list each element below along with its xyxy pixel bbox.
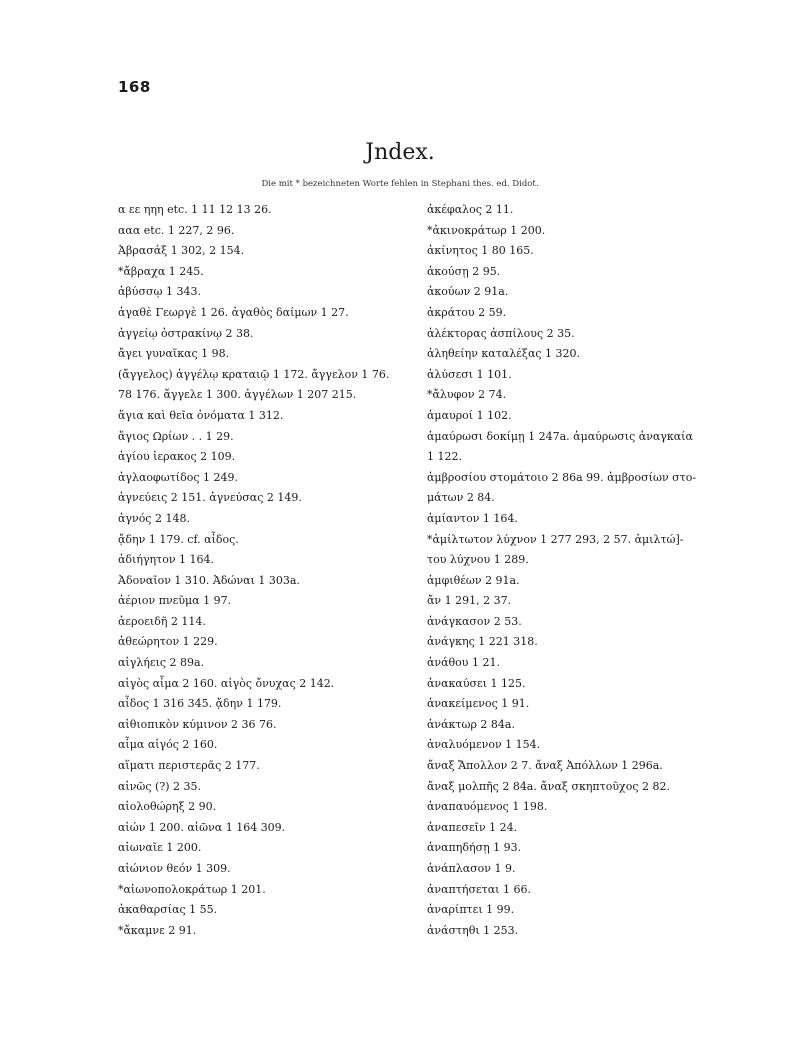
index-entry: ἀεροειδῆ 2 114. <box>118 614 206 628</box>
index-entry: ἀλέκτορας ἀσπίλους 2 35. <box>427 326 575 340</box>
index-entry: ἀκαθαρσίας 1 55. <box>118 903 218 917</box>
index-entry: *ἀκινοκράτωρ 1 200. <box>427 223 546 237</box>
index-entry: ἄν 1 291, 2 37. <box>427 594 512 608</box>
page-number: 168 <box>118 78 151 96</box>
index-entry: ἀναπτήσεται 1 66. <box>427 882 531 896</box>
index-entry: ἀγνεύεις 2 151. ἀγνεύσας 2 149. <box>118 491 302 505</box>
index-column-right <box>427 200 727 941</box>
index-entry: ἀμίαντον 1 164. <box>427 511 518 525</box>
index-entry: ἀμφιθέων 2 91a. <box>427 573 520 587</box>
index-entry: ἀγαθὲ Γεωργὲ 1 26. ἀγαθὸς δαίμων 1 27. <box>118 305 349 319</box>
index-entry: ἄναξ μολπῆς 2 84a. ἄναξ σκηπτοῦχος 2 82. <box>427 779 670 793</box>
index-entry: (ἄγγελος) ἀγγέλῳ κραταιῷ 1 172. ἄγγελον 1 76. <box>118 367 390 381</box>
index-entry: ἁγνός 2 148. <box>118 511 190 525</box>
index-entry: ἀμαύρωσι δοκίμῃ 1 247a. ἀμαύρωσις ἀναγκαία <box>427 429 693 443</box>
page-subtitle: Die mit * bezeichneten Worte fehlen in Stephani thes. ed. Didot. <box>261 179 539 189</box>
index-entry: ἀναπηδήσῃ 1 93. <box>427 841 522 855</box>
index-entry: 78 176. ἄγγελε 1 300. ἀγγέλων 1 207 215. <box>118 388 357 402</box>
index-entry: αἰγὸς αἷμα 2 160. αἰγὸς ὄνυχας 2 142. <box>118 676 335 690</box>
index-entry: ἀμαυροί 1 102. <box>427 408 512 422</box>
index-entry: ἀγγείῳ ὀστρακίνῳ 2 38. <box>118 326 254 340</box>
index-entry: ἀναπαυόμενος 1 198. <box>427 800 548 814</box>
index-entry: ἀναπεσεῖν 1 24. <box>427 820 518 834</box>
index-entry: αἶδος 1 316 345. ᾄδην 1 179. <box>118 697 282 711</box>
index-entry: ἀνάκτωρ 2 84a. <box>427 717 515 731</box>
index-entry: ἀνάπλασον 1 9. <box>427 862 516 875</box>
index-entry: *ἄκαμνε 2 91. <box>118 923 197 937</box>
index-entry: ἁγίου ἱερακος 2 109. <box>118 450 236 464</box>
index-entry: αἰωναῖε 1 200. <box>118 841 202 855</box>
index-entry: ἀληθείην καταλέξας 1 320. <box>427 347 581 361</box>
index-entry: ἀκούων 2 91a. <box>427 285 509 299</box>
index-entry: ἀνακαύσει 1 125. <box>427 676 526 690</box>
index-entry: Ἀδοναῖον 1 310. Ἀδώναι 1 303a. <box>118 573 300 587</box>
index-entry: αἰολοθώρηξ 2 90. <box>118 800 217 814</box>
index-entry: μάτων 2 84. <box>427 491 495 505</box>
index-entry: ἀκέφαλος 2 11. <box>427 203 514 216</box>
index-entry: ἀέριον πνεῦμα 1 97. <box>118 594 232 608</box>
index-entry: *ἄβραχα 1 245. <box>118 264 204 278</box>
index-entry: ααα etc. 1 227, 2 96. <box>118 223 235 237</box>
index-entry: αἷμα αἰγός 2 160. <box>118 738 218 752</box>
index-entry: Ἀβρασάξ 1 302, 2 154. <box>118 244 245 258</box>
index-entry: αἰγλήεις 2 89a. <box>118 656 205 670</box>
index-entry: ᾄδην 1 179. cf. αἶδος. <box>118 532 239 546</box>
page-title: Jndex. <box>365 140 435 165</box>
index-entry: ἅγιος Ωρίων . . 1 29. <box>118 429 234 443</box>
index-entry: ἀκούσῃ 2 95. <box>427 264 501 278</box>
index-entry: ἀναρίπτει 1 99. <box>427 903 515 917</box>
index-entry: ἀδιήγητον 1 164. <box>118 553 214 567</box>
index-entry: ἀκράτου 2 59. <box>427 305 507 319</box>
index-entry: ἀνάθου 1 21. <box>427 656 500 670</box>
index-entry: ἀναλυόμενον 1 154. <box>427 738 541 752</box>
index-entry: αἵματι περιστερᾶς 2 177. <box>118 759 260 773</box>
index-entry: αἰώνιον θεόν 1 309. <box>118 862 231 875</box>
index-entry: *ἄλυφον 2 74. <box>427 388 507 402</box>
index-entry: *ἀμίλτωτον λύχνον 1 277 293, 2 57. ἀμιλτώ]- <box>427 532 684 546</box>
index-entry: ἀγλαοφωτίδος 1 249. <box>118 470 238 484</box>
index-entry: ἀνάγκασον 2 53. <box>427 614 522 628</box>
index-entry: ἀνάγκης 1 221 318. <box>427 635 538 649</box>
index-entry: αἰών 1 200. αἰῶνα 1 164 309. <box>118 820 286 834</box>
index-entry: 1 122. <box>427 450 462 464</box>
index-entry: αἰνῶς (?) 2 35. <box>118 779 202 793</box>
index-entry: ἀθεώρητον 1 229. <box>118 635 218 649</box>
index-entry: ἄγει γυναῖκας 1 98. <box>118 347 230 361</box>
index-entry: *αἰωνοπολοκράτωρ 1 201. <box>118 882 266 896</box>
index-entry: ἀκίνητος 1 80 165. <box>427 244 534 258</box>
index-entry: αἰθιοπικὸν κύμινον 2 36 76. <box>118 717 277 731</box>
index-entry: ἀβύσσῳ 1 343. <box>118 285 201 299</box>
index-entry: ἀλύσεσι 1 101. <box>427 367 512 381</box>
index-entry: α εε ηηη etc. 1 11 12 13 26. <box>118 203 272 216</box>
index-entry: ἀμβροσίου στομάτοιο 2 86a 99. ἀμβροσίων στο- <box>427 470 697 484</box>
index-column-left <box>118 200 433 941</box>
index-entry: ἄναξ Ἄπολλον 2 7. ἄναξ Ἀπόλλων 1 296a. <box>427 759 663 773</box>
index-entry: του λύχνου 1 289. <box>427 553 529 567</box>
index-entry: ἀνάστηθι 1 253. <box>427 923 519 937</box>
index-entry: ἀνακείμενος 1 91. <box>427 697 530 711</box>
index-entry: ἅγια καὶ θεῖα ὀνόματα 1 312. <box>118 408 284 422</box>
